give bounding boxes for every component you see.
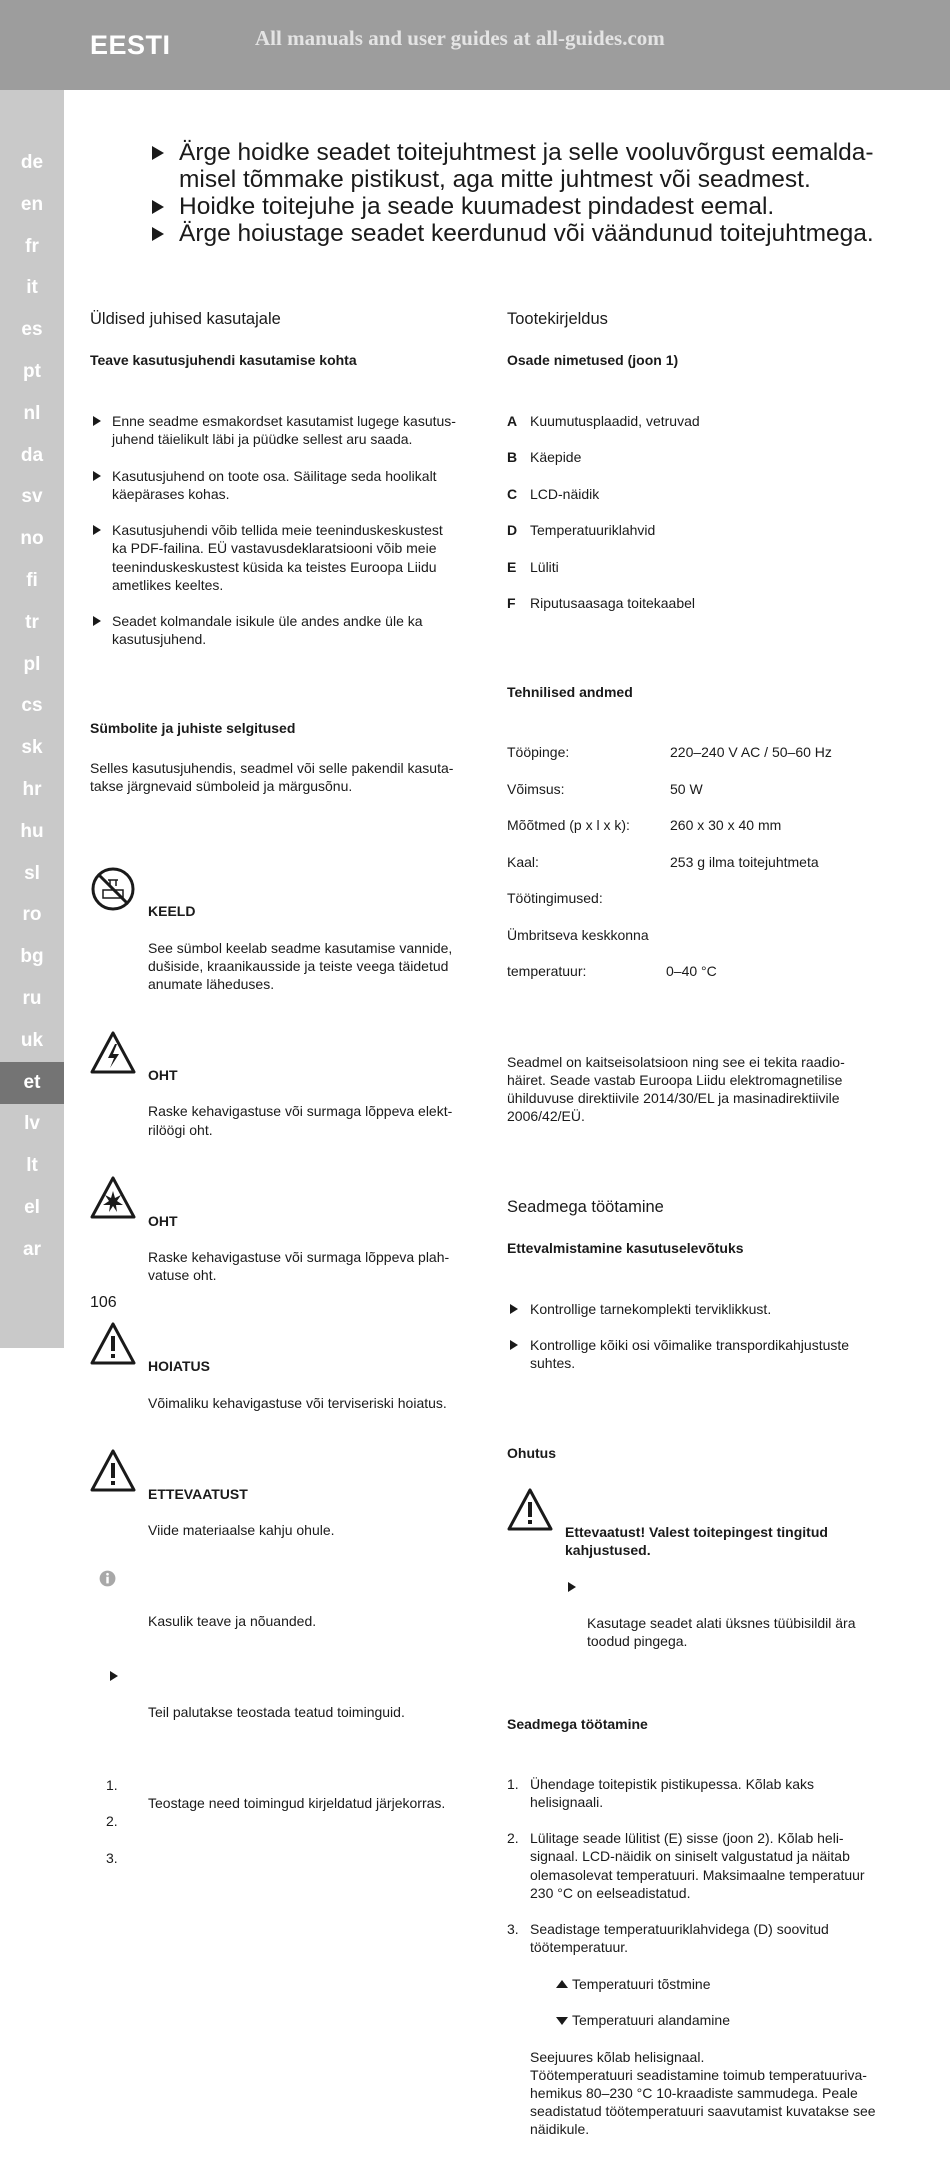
spec-key: Tööpinge: — [507, 744, 570, 761]
part-row — [507, 448, 897, 466]
bullet-arrow-icon — [93, 525, 101, 535]
spec-value: 253 g ilma toitejuhtmeta — [670, 853, 819, 870]
subsection-title: Seadmega töötamine — [507, 1716, 648, 1733]
spec-key: temperatuur: — [507, 962, 587, 979]
spec-value: 0–40 °C — [666, 962, 717, 979]
spec-key: Ümbritseva keskkonna — [507, 926, 649, 943]
symbol-row — [90, 1758, 480, 1866]
intro-item — [152, 193, 912, 220]
section-heading: Tootekirjeldus — [507, 310, 608, 329]
language-tab-es[interactable]: es — [21, 319, 43, 341]
symbol-row — [90, 866, 480, 1012]
symbol-title: OHT — [148, 1212, 178, 1229]
part-letter: C — [507, 485, 518, 502]
symbol-row — [90, 1448, 480, 1557]
temp-down-text: Temperatuuri alandamine — [572, 2012, 730, 2029]
language-tab-tr[interactable]: tr — [25, 611, 39, 633]
language-tab-it[interactable]: it — [26, 277, 38, 299]
symbol-text: Teil palutakse teostada teatud toiminguid. — [148, 1704, 405, 1721]
language-tab-fr[interactable]: fr — [25, 235, 39, 257]
step-number: 2. — [507, 1830, 519, 1847]
intro-text: Ärge hoiustage seadet keerdunud või väändunud toitejuhtmega. — [179, 220, 874, 247]
subsection-title: Teave kasutusjuhendi kasutamise kohta — [90, 352, 357, 369]
spec-row — [507, 889, 897, 907]
bullet-arrow-icon — [568, 1582, 576, 1592]
bullet-list — [507, 1282, 897, 1391]
list-item — [90, 612, 480, 648]
part-letter: D — [507, 522, 518, 539]
symbol-text: Kasulik teave ja nõuanded. — [148, 1613, 317, 1630]
part-letter: F — [507, 595, 516, 612]
spec-row — [507, 743, 897, 761]
list-item-text: Kasutusjuhendi võib tellida meie teeninduskeskustest ka PDF-failina. EÜ vastavusdeklaratsiooni võib meie teeninduskeskustest küsida ka teistes Euroopa Liidu ametlikes keeltes. — [112, 522, 443, 593]
temp-down-line — [507, 2011, 897, 2029]
spec-key: Mõõtmed (p x l x k): — [507, 817, 630, 834]
step-number: 3. — [106, 1849, 118, 1866]
part-row — [507, 485, 897, 503]
arrow-up-icon — [556, 1980, 568, 1988]
section-heading: Üldised juhised kasutajale — [90, 310, 281, 329]
subsection-title: Ohutus — [507, 1445, 556, 1462]
info-icon — [99, 1570, 127, 1598]
language-tab-ru[interactable]: ru — [22, 988, 42, 1009]
symbol-title: OHT — [148, 1066, 178, 1083]
part-name: LCD-näidik — [530, 485, 600, 502]
left-column — [90, 290, 480, 1867]
caution-icon — [90, 1448, 136, 1494]
language-tab-lt[interactable]: lt — [26, 1155, 38, 1177]
temp-up-line — [507, 1975, 897, 1993]
list-item — [90, 412, 480, 448]
symbol-row — [90, 1321, 480, 1430]
symbol-text: Võimaliku kehavigastuse või terviseriski hoiatus. — [148, 1394, 447, 1411]
list-item — [507, 1775, 897, 1811]
part-letter: E — [507, 558, 517, 575]
warning-icon — [90, 1321, 136, 1367]
step-number: 2. — [106, 1813, 118, 1830]
right-column — [507, 290, 897, 2175]
language-tab-ar[interactable]: ar — [23, 1238, 41, 1260]
bullet-arrow-icon — [510, 1340, 518, 1350]
language-tab-sk[interactable]: sk — [21, 737, 43, 759]
part-name: Lüliti — [530, 558, 559, 575]
paragraph: Selles kasutusjuhendis, seadmel või selle pakendil kasuta- takse järgnevaid sümboleid ja märgusõnu. — [90, 759, 454, 794]
list-item-text: Kontrollige kõiki osi võimalike transpordikahjustuste suhtes. — [530, 1337, 850, 1372]
no-water-icon — [90, 866, 136, 912]
language-tab-ro[interactable]: ro — [22, 904, 42, 926]
spec-key: Kaal: — [507, 853, 539, 870]
intro-warnings — [152, 139, 912, 247]
language-title: EESTI — [90, 30, 171, 60]
list-item-text: Kontrollige tarnekomplekti terviklikkust. — [530, 1300, 772, 1317]
intro-item — [152, 139, 912, 193]
explosion-hazard-icon — [90, 1175, 136, 1221]
language-tab-cs[interactable]: cs — [21, 695, 43, 717]
symbol-row — [90, 1030, 480, 1157]
paragraph: Seejuures kõlab helisignaal. Töötemperatuuri seadistamine toimub temperatuuriva- hemikus 80–230 °C 10-kraadiste sammudega. Peale seadistatud töötemperatuuri saavutamist kuvatakse see näidikule. — [530, 2048, 876, 2138]
subsection-title: Tehnilised andmed — [507, 683, 633, 700]
step-numbers — [106, 1758, 118, 1885]
language-tab-uk[interactable]: uk — [20, 1029, 44, 1051]
language-tab-el[interactable]: el — [24, 1197, 40, 1218]
symbol-text: Raske kehavigastuse või surmaga lõppeva plah- vatuse oht. — [148, 1248, 450, 1284]
list-item — [507, 1920, 897, 1956]
spec-key: Võimsus: — [507, 780, 565, 797]
spec-value: 50 W — [670, 780, 703, 797]
spec-key: Töötingimused: — [507, 890, 603, 907]
step-number: 1. — [106, 1776, 118, 1793]
symbol-text: Teostage need toimingud kirjeldatud järjekorras. — [148, 1795, 446, 1812]
spec-row — [507, 926, 897, 944]
parts-list — [507, 394, 897, 631]
language-tab-pt[interactable]: pt — [23, 361, 41, 382]
page-header — [0, 0, 950, 90]
bullet-arrow-icon — [152, 200, 164, 214]
list-item — [507, 1829, 897, 1902]
caution-block — [507, 1487, 897, 1669]
subsection-title: Ettevalmistamine kasutuselevõtuks — [507, 1240, 744, 1257]
watermark-text: All manuals and user guides at all-guides.com — [255, 26, 665, 50]
part-row — [507, 412, 897, 430]
bullet-arrow-icon — [152, 227, 164, 241]
symbol-text: Viide materiaalse kahju ohule. — [148, 1522, 335, 1538]
step-number: 3. — [507, 1921, 519, 1938]
bullet-arrow-icon — [152, 146, 164, 160]
step-number: 1. — [507, 1775, 519, 1792]
language-tab-sl[interactable]: sl — [24, 862, 40, 884]
caution-title: Ettevaatust! Valest toitepingest tingitud kahjustused. — [565, 1523, 828, 1559]
arrow-down-icon — [556, 2017, 568, 2025]
temp-up-text: Temperatuuri tõstmine — [572, 1975, 711, 1992]
list-item-text: Seadet kolmandale isikule üle andes andke üle ka kasutusjuhend. — [112, 613, 423, 648]
list-item — [90, 521, 480, 594]
spec-row — [507, 962, 897, 980]
language-tab-hr[interactable]: hr — [22, 779, 42, 800]
electric-hazard-icon — [90, 1030, 136, 1076]
list-item-text: Lülitage seade lülitist (E) sisse (joon 2). Kõlab heli- signaal. LCD-näidik on siniselt valgustatud ja näitab olemasolevat temperatuuri. Maksimaalne temperatuur 230 °C on eelseadistatud. — [530, 1830, 865, 1901]
language-tab-pl[interactable]: pl — [23, 653, 41, 675]
subsection-title: Sümbolite ja juhiste selgitused — [90, 720, 296, 737]
list-item — [565, 1578, 897, 1651]
symbol-title: HOIATUS — [148, 1358, 210, 1375]
symbol-text: See sümbol keelab seadme kasutamise vannide, dušiside, kraanikausside ja teiste veega täidetud anumate läheduses. — [148, 939, 453, 992]
intro-text: Hoidke toitejuhe ja seade kuumadest pindadest eemal. — [179, 193, 775, 220]
part-letter: B — [507, 449, 518, 466]
part-row — [507, 521, 897, 539]
intro-text: Ärge hoidke seadet toitejuhtmest ja selle vooluvõrgust eemalda- misel tõmmake pistikust, aga mitte juhtmest või seadmest. — [179, 139, 874, 193]
part-row — [507, 594, 897, 612]
spec-row — [507, 853, 897, 871]
language-tab-lv[interactable]: lv — [24, 1113, 40, 1135]
spec-row — [507, 780, 897, 798]
symbol-title: ETTEVAATUST — [148, 1485, 248, 1502]
numbered-list — [507, 1756, 897, 2156]
list-item — [90, 467, 480, 503]
symbol-row — [90, 1576, 480, 1649]
symbol-text: Raske kehavigastuse või surmaga lõppeva elekt- rilöögi oht. — [148, 1103, 453, 1138]
part-letter: A — [507, 413, 518, 430]
bullet-arrow-icon — [110, 1671, 118, 1681]
language-tab-de[interactable]: de — [20, 152, 44, 173]
symbol-title: KEELD — [148, 903, 196, 920]
page-number: 106 — [90, 1294, 117, 1311]
spec-table — [507, 725, 897, 998]
part-name: Käepide — [530, 449, 582, 466]
section-heading: Seadmega töötamine — [507, 1197, 664, 1216]
list-item-text: Kasutusjuhend on toote osa. Säilitage seda hoolikalt käepärases kohas. — [112, 467, 437, 502]
spec-row — [507, 816, 897, 834]
warning-icon — [507, 1487, 553, 1533]
spec-value: 260 x 30 x 40 mm — [670, 817, 782, 834]
language-tab-no[interactable]: no — [20, 528, 44, 550]
language-tab-da[interactable]: da — [20, 444, 44, 466]
bullet-list — [90, 394, 480, 667]
list-item — [507, 1336, 897, 1372]
subsection-title: Osade nimetused (joon 1) — [507, 352, 679, 369]
language-tab-fi[interactable]: fi — [26, 570, 38, 591]
list-item-text: Kasutage seadet alati üksnes tüübisildil ära toodud pingega. — [587, 1615, 856, 1650]
bullet-arrow-icon — [93, 616, 101, 626]
bullet-arrow-icon — [93, 471, 101, 481]
language-tab-sv[interactable]: sv — [21, 486, 43, 508]
language-tab-en[interactable]: en — [20, 193, 44, 215]
language-tab-et[interactable]: et — [0, 1062, 64, 1104]
language-tab-hu[interactable]: hu — [20, 820, 44, 842]
list-item-text: Ühendage toitepistik pistikupessa. Kõlab kaks helisignaali. — [530, 1775, 815, 1810]
symbol-list — [90, 847, 480, 1866]
symbol-row — [90, 1667, 480, 1740]
symbol-row — [90, 1175, 480, 1302]
bullet-arrow-icon — [93, 416, 101, 426]
language-tab-bg[interactable]: bg — [20, 946, 44, 968]
part-name: Temperatuuriklahvid — [530, 522, 656, 539]
language-sidebar — [0, 90, 64, 1348]
paragraph: Seadmel on kaitseisolatsioon ning see ei tekita raadio- häiret. Seade vastab Euroopa Liidu elektromagnetilise ühilduvuse direktiivile 2014/30/EL ja masinadirektiivile 2006/42/EÜ. — [507, 1053, 845, 1125]
part-name: Riputusaasaga toitekaabel — [530, 595, 696, 612]
part-name: Kuumutusplaadid, vetruvad — [530, 413, 700, 430]
bullet-arrow-icon — [510, 1304, 518, 1314]
part-row — [507, 558, 897, 576]
language-tab-nl[interactable]: nl — [23, 402, 41, 424]
list-item-text: Seadistage temperatuuriklahvidega (D) soovitud töötemperatuur. — [530, 1921, 829, 1956]
list-item-text: Enne seadme esmakordset kasutamist lugege kasutus- juhend täielikult läbi ja püüdke sellest aru saada. — [112, 413, 456, 448]
list-item — [507, 1300, 897, 1318]
intro-item — [152, 220, 912, 247]
spec-value: 220–240 V AC / 50–60 Hz — [670, 744, 832, 761]
